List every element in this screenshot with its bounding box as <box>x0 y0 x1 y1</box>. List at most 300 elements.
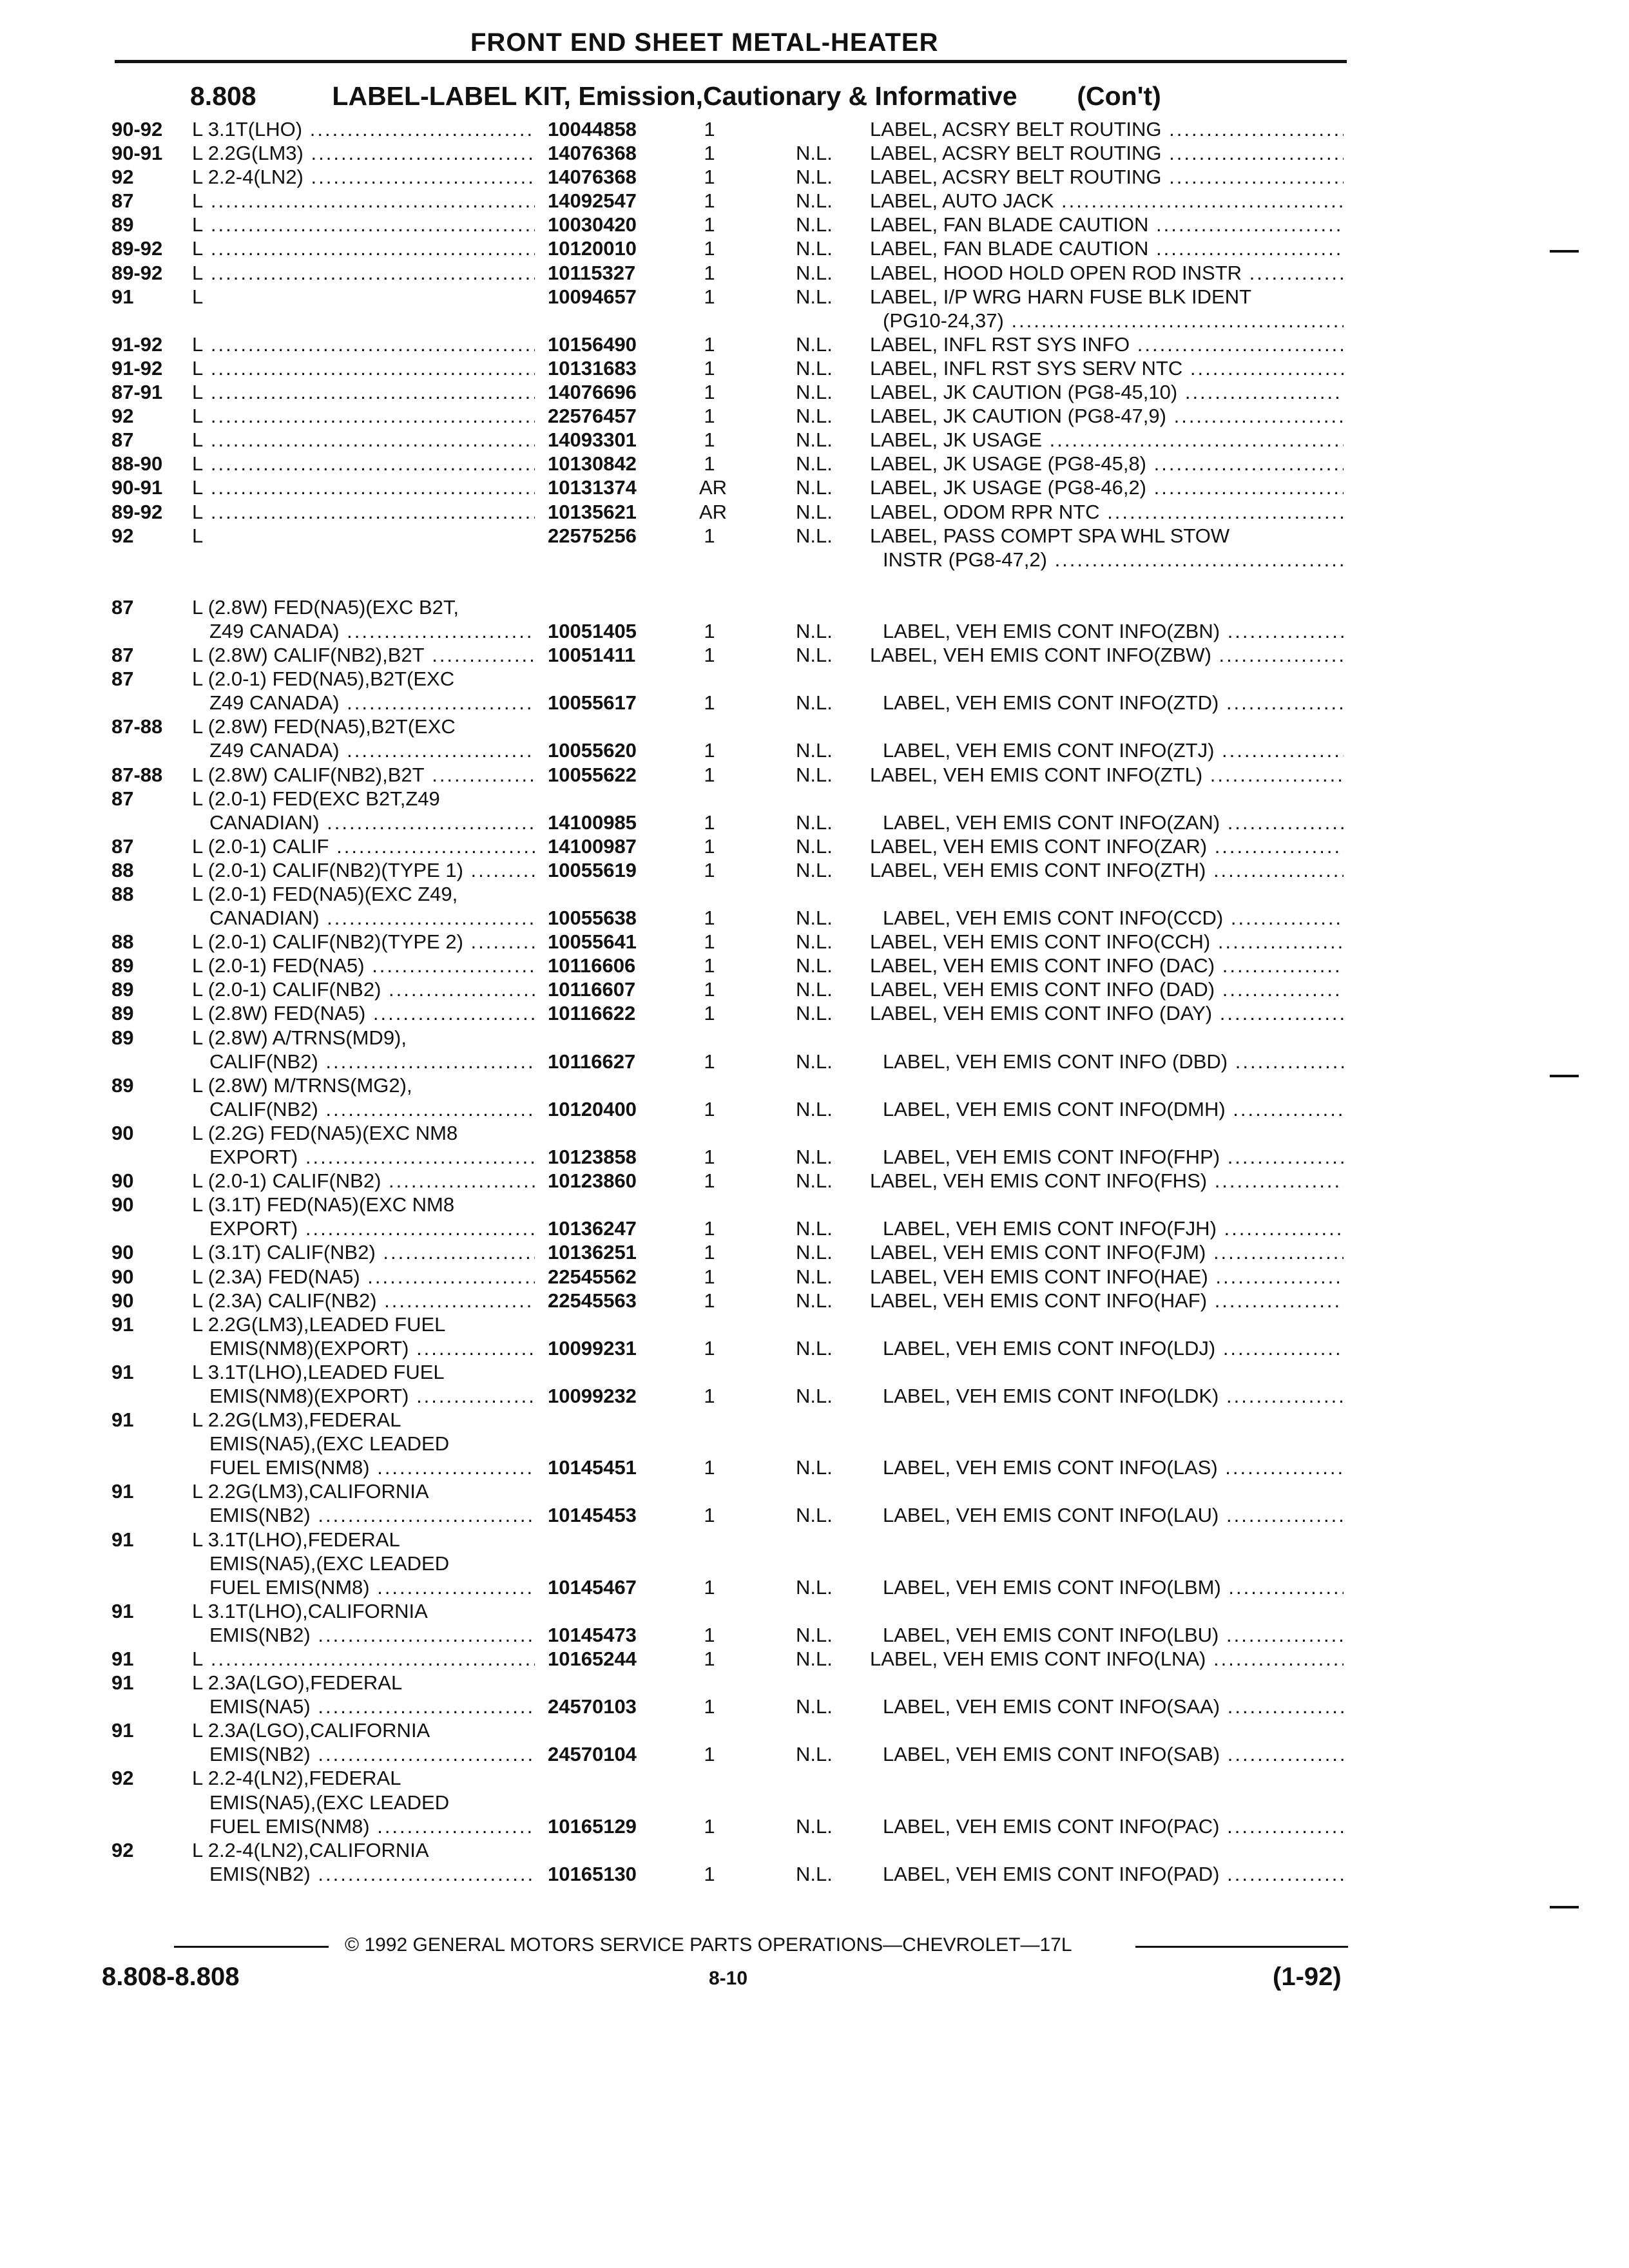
year-range: 90-91 <box>111 142 163 165</box>
part-row <box>0 738 1629 762</box>
part-row <box>0 261 1629 285</box>
quantity: 1 <box>704 524 715 547</box>
quantity: 1 <box>704 907 715 930</box>
nl-flag: N.L. <box>796 356 833 380</box>
label-name: LABEL, JK USAGE (PG8-45,8) ..... <box>870 452 1344 476</box>
year-range: 91-92 <box>111 332 163 356</box>
part-description: Z49 CANADA) ..... <box>209 738 535 762</box>
nl-flag: N.L. <box>796 978 833 1001</box>
year-range: 91 <box>111 1360 134 1383</box>
nl-flag: N.L. <box>796 1265 833 1288</box>
label-name: LABEL, JK USAGE (PG8-46,2) ..... <box>870 476 1344 499</box>
part-row <box>0 1718 1629 1742</box>
year-range: 91 <box>111 1719 134 1742</box>
part-row <box>0 1336 1629 1360</box>
row-spacer <box>0 572 1629 595</box>
part-number: 22575256 <box>548 524 637 547</box>
year-range: 90 <box>111 1241 134 1264</box>
part-description: L 3.1T(LHO),FEDERAL <box>192 1528 400 1551</box>
part-description: EMIS(NM8)(EXPORT) ..... <box>209 1384 535 1408</box>
label-name: LABEL, FAN BLADE CAUTION ..... <box>870 213 1344 236</box>
part-description: EMIS(NA5),(EXC LEADED <box>209 1552 450 1575</box>
part-description: L 3.1T(LHO),CALIFORNIA <box>192 1599 428 1622</box>
part-number: 24570103 <box>548 1695 637 1718</box>
part-description: L ..... <box>192 476 535 499</box>
label-name: LABEL, VEH EMIS CONT INFO(FHP) ..... <box>883 1145 1344 1169</box>
label-name: LABEL, VEH EMIS CONT INFO(ZBN) ..... <box>883 619 1344 643</box>
part-row <box>0 1121 1629 1145</box>
nl-flag: N.L. <box>796 1289 833 1312</box>
year-range: 90-91 <box>111 476 163 499</box>
part-description: L (2.0-1) FED(EXC B2T,Z49 <box>192 787 440 810</box>
part-description: L 2.2-4(LN2),FEDERAL <box>192 1767 401 1790</box>
year-range: 91 <box>111 1408 134 1432</box>
part-row <box>0 500 1629 524</box>
part-number: 10055620 <box>548 739 637 762</box>
part-row <box>0 1360 1629 1384</box>
part-number: 10116622 <box>548 1002 636 1025</box>
part-number: 10099232 <box>548 1384 637 1407</box>
label-name: (PG10-24,37) ..... <box>883 309 1344 332</box>
nl-flag: N.L. <box>796 1456 833 1479</box>
part-row <box>0 524 1629 548</box>
label-name: LABEL, PASS COMPT SPA WHL STOW <box>870 524 1230 547</box>
part-row <box>0 1001 1629 1025</box>
part-number: 10136251 <box>548 1241 637 1264</box>
part-number: 24570104 <box>548 1743 637 1766</box>
part-row <box>0 1240 1629 1264</box>
year-range: 88 <box>111 883 134 905</box>
footer-copyright: © 1992 GENERAL MOTORS SERVICE PARTS OPERATIONS—CHEVROLET—17L <box>345 1934 1072 1956</box>
label-name: LABEL, VEH EMIS CONT INFO(ZAN) ..... <box>883 811 1344 834</box>
part-row <box>0 332 1629 356</box>
part-description: L 2.2-4(LN2) ..... <box>192 165 535 189</box>
nl-flag: N.L. <box>796 213 833 236</box>
nl-flag: N.L. <box>796 500 833 523</box>
part-description: L (2.0-1) FED(NA5)(EXC Z49, <box>192 883 458 905</box>
label-name: LABEL, VEH EMIS CONT INFO(ZTD) ..... <box>883 691 1344 715</box>
nl-flag: N.L. <box>796 1146 833 1169</box>
label-name: LABEL, VEH EMIS CONT INFO (DAY) ..... <box>870 1001 1344 1025</box>
quantity: 1 <box>704 1695 715 1718</box>
part-description: L (2.8W) CALIF(NB2),B2T ..... <box>192 763 535 787</box>
year-range: 89-92 <box>111 500 163 523</box>
label-name: LABEL, VEH EMIS CONT INFO(CCH) ..... <box>870 930 1344 954</box>
part-row <box>0 1312 1629 1336</box>
part-row <box>0 189 1629 213</box>
part-row <box>0 595 1629 619</box>
nl-flag: N.L. <box>796 428 833 452</box>
part-number: 10165244 <box>548 1648 637 1670</box>
part-description: L (2.2G) FED(NA5)(EXC NM8 <box>192 1121 458 1144</box>
nl-flag: N.L. <box>796 1217 833 1240</box>
part-number: 10136247 <box>548 1217 637 1240</box>
year-range: 91 <box>111 1480 134 1503</box>
label-name: LABEL, AUTO JACK ..... <box>870 189 1344 213</box>
label-name: LABEL, VEH EMIS CONT INFO(ZBW) ..... <box>870 643 1344 667</box>
part-description: EXPORT) ..... <box>209 1216 535 1240</box>
year-range: 87 <box>111 668 134 691</box>
part-number: 10115327 <box>548 261 636 284</box>
part-number: 10165130 <box>548 1862 637 1885</box>
quantity: 1 <box>704 356 715 380</box>
quantity: 1 <box>704 1575 715 1599</box>
section-number: 8.808 <box>190 81 256 111</box>
year-range: 89 <box>111 978 134 1001</box>
year-range: 91 <box>111 1599 134 1622</box>
part-number: 10123858 <box>548 1146 637 1169</box>
part-description: CALIF(NB2) ..... <box>209 1097 535 1121</box>
label-name: LABEL, VEH EMIS CONT INFO(ZTL) ..... <box>870 763 1344 787</box>
part-row <box>0 1671 1629 1695</box>
part-row <box>0 1623 1629 1647</box>
part-row <box>0 1456 1629 1479</box>
part-description: L ..... <box>192 189 535 213</box>
label-name: LABEL, VEH EMIS CONT INFO(LNA) ..... <box>870 1647 1344 1671</box>
part-number: 10055619 <box>548 858 637 881</box>
part-number: 10051405 <box>548 619 637 642</box>
part-row <box>0 1050 1629 1073</box>
year-range: 92 <box>111 405 134 428</box>
part-row <box>0 906 1629 930</box>
quantity: 1 <box>704 834 715 858</box>
label-name: LABEL, I/P WRG HARN FUSE BLK IDENT <box>870 285 1252 308</box>
label-name: LABEL, VEH EMIS CONT INFO(HAF) ..... <box>870 1289 1344 1312</box>
part-row <box>0 834 1629 858</box>
part-number: 22545562 <box>548 1265 637 1288</box>
part-row <box>0 1814 1629 1838</box>
part-number: 10051411 <box>548 644 636 667</box>
year-range: 91 <box>111 1528 134 1551</box>
label-name: LABEL, VEH EMIS CONT INFO (DAC) ..... <box>870 954 1344 977</box>
label-name: LABEL, VEH EMIS CONT INFO(FJM) ..... <box>870 1240 1344 1264</box>
part-row <box>0 141 1629 165</box>
quantity: 1 <box>704 428 715 452</box>
part-description: EMIS(NB2) ..... <box>209 1742 535 1766</box>
header-rule <box>115 60 1347 63</box>
part-row <box>0 1432 1629 1456</box>
part-number: 14076368 <box>548 142 637 165</box>
part-row <box>0 404 1629 428</box>
quantity: 1 <box>704 1336 715 1360</box>
part-row <box>0 691 1629 715</box>
part-row <box>0 977 1629 1001</box>
part-description: L 3.1T(LHO) ..... <box>192 117 535 141</box>
quantity: 1 <box>704 118 715 140</box>
part-description: L (2.0-1) FED(NA5),B2T(EXC <box>192 668 455 691</box>
label-name: LABEL, JK USAGE ..... <box>870 428 1344 452</box>
part-description: L ..... <box>192 236 535 260</box>
part-row <box>0 452 1629 476</box>
part-description: L ..... <box>192 332 535 356</box>
label-name: LABEL, VEH EMIS CONT INFO(FJH) ..... <box>883 1216 1344 1240</box>
quantity: 1 <box>704 405 715 428</box>
part-number: 10116606 <box>548 954 636 977</box>
year-range: 89 <box>111 954 134 977</box>
part-row <box>0 715 1629 738</box>
nl-flag: N.L. <box>796 907 833 930</box>
label-name: LABEL, VEH EMIS CONT INFO(LAU) ..... <box>883 1503 1344 1527</box>
part-row <box>0 1193 1629 1216</box>
year-range: 90 <box>111 1289 134 1312</box>
part-row <box>0 1503 1629 1527</box>
quantity: 1 <box>704 644 715 667</box>
year-range: 92 <box>111 166 134 189</box>
part-description: FUEL EMIS(NM8) ..... <box>209 1456 535 1479</box>
quantity: 1 <box>704 166 715 189</box>
part-description: L ..... <box>192 213 535 236</box>
label-name: LABEL, HOOD HOLD OPEN ROD INSTR ..... <box>870 261 1344 285</box>
year-range: 92 <box>111 1838 134 1861</box>
year-range: 90 <box>111 1121 134 1144</box>
part-row <box>0 309 1629 332</box>
quantity: 1 <box>704 142 715 165</box>
part-row <box>0 380 1629 404</box>
year-range: 90 <box>111 1169 134 1193</box>
part-number: 10131683 <box>548 356 637 380</box>
label-name: LABEL, VEH EMIS CONT INFO(LBM) ..... <box>883 1575 1344 1599</box>
section-title: LABEL-LABEL KIT, Emission,Cautionary & Informative <box>332 81 1017 111</box>
part-row <box>0 1862 1629 1886</box>
footer-date: (1-92) <box>1273 1963 1342 1991</box>
nl-flag: N.L. <box>796 763 833 786</box>
part-number: 10145451 <box>548 1456 637 1479</box>
year-range: 87-88 <box>111 715 163 738</box>
part-number: 10130842 <box>548 452 637 476</box>
page-title: FRONT END SHEET METAL-HEATER <box>470 28 939 57</box>
part-number: 10145473 <box>548 1623 637 1646</box>
part-description: L 2.3A(LGO),CALIFORNIA <box>192 1719 430 1742</box>
part-row <box>0 763 1629 787</box>
nl-flag: N.L. <box>796 1504 833 1527</box>
label-name: LABEL, VEH EMIS CONT INFO(LDJ) ..... <box>883 1336 1344 1360</box>
quantity: 1 <box>704 858 715 881</box>
part-row <box>0 1647 1629 1671</box>
quantity: 1 <box>704 189 715 213</box>
part-description: L (2.8W) M/TRNS(MG2), <box>192 1073 412 1097</box>
part-number: 10145467 <box>548 1575 637 1599</box>
part-number: 10135621 <box>548 500 637 523</box>
part-number: 10156490 <box>548 332 637 356</box>
part-row <box>0 1742 1629 1766</box>
part-row <box>0 1838 1629 1862</box>
part-row <box>0 1097 1629 1121</box>
part-number: 10099231 <box>548 1336 637 1360</box>
part-row <box>0 1599 1629 1623</box>
part-description: L (2.3A) FED(NA5) ..... <box>192 1265 535 1289</box>
part-description: L (2.8W) A/TRNS(MD9), <box>192 1026 407 1049</box>
quantity: 1 <box>704 1504 715 1527</box>
label-name: LABEL, VEH EMIS CONT INFO(ZAR) ..... <box>870 834 1344 858</box>
part-description: L (2.3A) CALIF(NB2) ..... <box>192 1289 535 1312</box>
nl-flag: N.L. <box>796 1002 833 1025</box>
part-row <box>0 787 1629 811</box>
label-name: LABEL, VEH EMIS CONT INFO(LBU) ..... <box>883 1623 1344 1647</box>
margin-tick <box>1550 1906 1579 1908</box>
part-description: CALIF(NB2) ..... <box>209 1050 535 1073</box>
part-description: EMIS(NB2) ..... <box>209 1862 535 1886</box>
year-range: 91 <box>111 1312 134 1336</box>
year-range: 90 <box>111 1265 134 1288</box>
quantity: 1 <box>704 811 715 834</box>
part-description: EMIS(NM8)(EXPORT) ..... <box>209 1336 535 1360</box>
quantity: 1 <box>704 285 715 308</box>
nl-flag: N.L. <box>796 381 833 404</box>
part-number: 10094657 <box>548 285 637 308</box>
year-range: 89-92 <box>111 261 163 284</box>
part-number: 10055622 <box>548 763 637 786</box>
nl-flag: N.L. <box>796 332 833 356</box>
part-description: EXPORT) ..... <box>209 1145 535 1169</box>
label-name: LABEL, VEH EMIS CONT INFO(HAE) ..... <box>870 1265 1344 1289</box>
part-description: L 2.2G(LM3),LEADED FUEL <box>192 1312 446 1336</box>
part-description: L ..... <box>192 261 535 285</box>
year-range: 89 <box>111 213 134 236</box>
part-number: 10030420 <box>548 213 637 236</box>
nl-flag: N.L. <box>796 1097 833 1120</box>
label-name: LABEL, VEH EMIS CONT INFO(DMH) ..... <box>883 1097 1344 1121</box>
part-number: 14100985 <box>548 811 637 834</box>
part-description: L 2.2G(LM3),CALIFORNIA <box>192 1480 429 1503</box>
footer-rule-right <box>1135 1946 1348 1948</box>
part-description: L (2.0-1) CALIF ..... <box>192 834 535 858</box>
year-range: 88 <box>111 930 134 954</box>
nl-flag: N.L. <box>796 954 833 977</box>
part-row <box>0 213 1629 236</box>
section-cont: (Con't) <box>1077 81 1161 111</box>
label-name: LABEL, FAN BLADE CAUTION ..... <box>870 236 1344 260</box>
part-row <box>0 882 1629 906</box>
quantity: 1 <box>704 1050 715 1073</box>
part-row <box>0 1216 1629 1240</box>
nl-flag: N.L. <box>796 1743 833 1766</box>
label-name: LABEL, VEH EMIS CONT INFO(FHS) ..... <box>870 1169 1344 1193</box>
parts-list <box>0 117 1629 1886</box>
part-description: L ..... <box>192 452 535 476</box>
part-number: 10120010 <box>548 237 637 260</box>
label-name: LABEL, VEH EMIS CONT INFO(LDK) ..... <box>883 1384 1344 1408</box>
nl-flag: N.L. <box>796 811 833 834</box>
nl-flag: N.L. <box>796 619 833 642</box>
part-description: L 2.2G(LM3) ..... <box>192 141 535 165</box>
label-name: LABEL, VEH EMIS CONT INFO(SAA) ..... <box>883 1695 1344 1718</box>
footer-section-range: 8.808-8.808 <box>102 1963 240 1991</box>
nl-flag: N.L. <box>796 691 833 715</box>
part-description: L (2.8W) FED(NA5),B2T(EXC <box>192 715 456 738</box>
part-description: L (2.0-1) CALIF(NB2) ..... <box>192 977 535 1001</box>
label-name: INSTR (PG8-47,2) ..... <box>883 548 1344 572</box>
label-name: LABEL, VEH EMIS CONT INFO(LAS) ..... <box>883 1456 1344 1479</box>
nl-flag: N.L. <box>796 524 833 547</box>
quantity: 1 <box>704 213 715 236</box>
year-range: 90 <box>111 1193 134 1216</box>
part-number: 10123860 <box>548 1169 637 1193</box>
nl-flag: N.L. <box>796 858 833 881</box>
quantity: 1 <box>704 1097 715 1120</box>
quantity: 1 <box>704 978 715 1001</box>
part-row <box>0 1073 1629 1097</box>
part-row <box>0 667 1629 691</box>
label-name: LABEL, VEH EMIS CONT INFO(ZTH) ..... <box>870 858 1344 882</box>
label-name: LABEL, VEH EMIS CONT INFO(PAC) ..... <box>883 1814 1344 1838</box>
nl-flag: N.L. <box>796 834 833 858</box>
label-name: LABEL, ACSRY BELT ROUTING ..... <box>870 141 1344 165</box>
year-range: 87 <box>111 189 134 213</box>
quantity: 1 <box>704 1169 715 1193</box>
quantity: 1 <box>704 763 715 786</box>
year-range: 87 <box>111 595 134 619</box>
part-description: L 2.2G(LM3),FEDERAL <box>192 1408 401 1432</box>
part-description: L (2.0-1) FED(NA5) ..... <box>192 954 535 977</box>
nl-flag: N.L. <box>796 142 833 165</box>
part-number: 14093301 <box>548 428 637 452</box>
part-description: EMIS(NA5),(EXC LEADED <box>209 1791 450 1814</box>
part-description: L (2.8W) CALIF(NB2),B2T ..... <box>192 643 535 667</box>
label-name: LABEL, JK CAUTION (PG8-45,10) ..... <box>870 380 1344 404</box>
quantity: 1 <box>704 1862 715 1885</box>
part-number: 10055617 <box>548 691 637 715</box>
nl-flag: N.L. <box>796 1336 833 1360</box>
quantity: AR <box>699 500 728 523</box>
part-description: L (2.8W) FED(NA5)(EXC B2T, <box>192 595 459 619</box>
year-range: 92 <box>111 1767 134 1790</box>
nl-flag: N.L. <box>796 1695 833 1718</box>
quantity: 1 <box>704 1743 715 1766</box>
nl-flag: N.L. <box>796 1384 833 1407</box>
year-range: 87 <box>111 644 134 667</box>
part-number: 10116627 <box>548 1050 636 1073</box>
margin-tick <box>1550 250 1579 253</box>
margin-tick <box>1550 1075 1579 1077</box>
part-description: EMIS(NB2) ..... <box>209 1623 535 1647</box>
year-range: 87 <box>111 787 134 810</box>
part-row <box>0 428 1629 452</box>
part-row <box>0 1169 1629 1193</box>
section-heading <box>190 81 1161 111</box>
part-row <box>0 1766 1629 1790</box>
part-row <box>0 476 1629 499</box>
footer-page-number: 8-10 <box>709 1968 748 1989</box>
part-row <box>0 165 1629 189</box>
part-row <box>0 236 1629 260</box>
part-description: L 2.3A(LGO),FEDERAL <box>192 1671 403 1695</box>
nl-flag: N.L. <box>796 1241 833 1264</box>
label-name: LABEL, INFL RST SYS INFO ..... <box>870 332 1344 356</box>
nl-flag: N.L. <box>796 1575 833 1599</box>
part-description: L ..... <box>192 404 535 428</box>
part-row <box>0 1408 1629 1432</box>
nl-flag: N.L. <box>796 285 833 308</box>
part-number: 10055641 <box>548 930 637 954</box>
year-range: 88 <box>111 858 134 881</box>
year-range: 92 <box>111 524 134 547</box>
year-range: 89 <box>111 1073 134 1097</box>
quantity: 1 <box>704 1002 715 1025</box>
part-row <box>0 1552 1629 1575</box>
part-number: 10165129 <box>548 1814 637 1838</box>
part-row <box>0 1026 1629 1050</box>
nl-flag: N.L. <box>796 237 833 260</box>
part-number: 10116607 <box>548 978 636 1001</box>
part-number: 14100987 <box>548 834 637 858</box>
quantity: 1 <box>704 739 715 762</box>
label-name: LABEL, ODOM RPR NTC ..... <box>870 500 1344 524</box>
nl-flag: N.L. <box>796 261 833 284</box>
quantity: 1 <box>704 452 715 476</box>
part-number: 14076696 <box>548 381 637 404</box>
part-row <box>0 1145 1629 1169</box>
part-row <box>0 285 1629 309</box>
